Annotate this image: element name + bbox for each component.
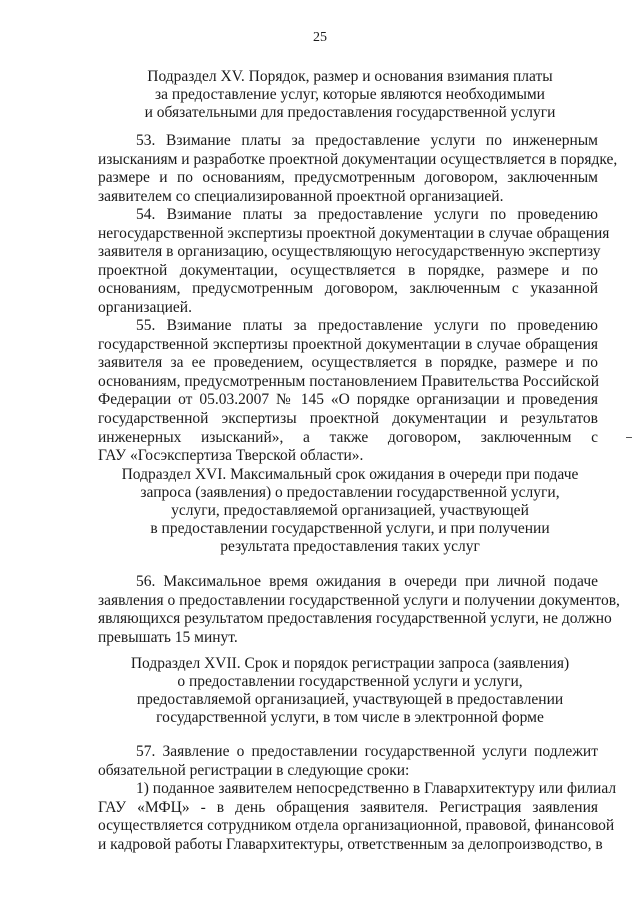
paragraph-line: заявителем со специализированной проектной организацией.	[98, 187, 504, 205]
paragraph-55	[98, 317, 598, 466]
paragraph-line: осуществляется сотрудником отдела организационной, правовой, финансовой	[98, 817, 615, 835]
margin-mark	[626, 437, 632, 438]
paragraph-line: 54. Взимание платы за предоставление услуги по проведению	[136, 206, 598, 223]
paragraph-line: 55. Взимание платы за предоставление услуги по проведению	[136, 317, 598, 334]
heading-line: запроса (заявления) о предоставлении государственной услуги,	[140, 484, 560, 501]
paragraph-line: инженерных изысканий», а также договором, заключенным с	[98, 428, 598, 446]
paragraph-line: обязательной регистрации в следующие сроки:	[98, 761, 410, 779]
section-heading-xvii	[90, 655, 610, 727]
paragraph-57-item-1	[98, 780, 617, 854]
heading-line: в предоставлении государственной услуги, и при получении	[150, 520, 550, 537]
paragraph-line: 53. Взимание платы за предоставление услуги по инженерным	[136, 132, 598, 149]
paragraph-line: и кадровой работы Главархитектуры, ответственным за делопроизводство, в	[98, 835, 603, 853]
paragraph-line: негосударственной экспертизы проектной документации в случае обращения	[98, 224, 610, 242]
heading-line: о предоставлении государственной услуги и услуги,	[177, 673, 523, 690]
heading-line: за предоставление услуг, которые являются необходимыми	[155, 86, 545, 103]
paragraph-line: 1) поданное заявителем непосредственно в Главархитектуру или филиал	[136, 780, 617, 797]
paragraph-line: основаниям, предусмотренным постановлением Правительства Российской	[98, 372, 600, 390]
page-number: 25	[313, 30, 327, 45]
section-heading-xv	[90, 68, 610, 122]
paragraph-line: государственной экспертизы проектной документации в случае обращения	[98, 335, 598, 353]
paragraph-line: 56. Максимальное время ожидания в очереди при личной подаче	[136, 573, 598, 590]
paragraph-line: заявления о предоставлении государственной услуги и получении документов,	[98, 591, 620, 609]
heading-line: Подраздел XVII. Срок и порядок регистрации запроса (заявления)	[130, 655, 570, 672]
paragraph-line: являющихся результатом предоставления государственной услуги, не должно	[98, 610, 612, 628]
paragraph-line: основаниям, предусмотренным договором, заключенным с указанной	[98, 280, 598, 298]
paragraph-line: организацией.	[98, 298, 192, 316]
paragraph-line: ГАУ «МФЦ» - в день обращения заявителя. Регистрация заявления	[98, 798, 598, 816]
paragraph-line: проектной документации, осуществляется в порядке, размере и по	[98, 261, 598, 279]
paragraph-line: изысканиям и разработке проектной документации осуществляется в порядке,	[98, 150, 618, 168]
paragraph-line: государственной экспертизы проектной документации и результатов	[98, 409, 598, 427]
heading-line: Подраздел XVI. Максимальный срок ожидания в очереди при подаче	[121, 466, 579, 483]
paragraph-57	[98, 743, 598, 780]
heading-line: и обязательными для предоставления государственной услуги	[144, 104, 556, 121]
paragraph-line: Федерации от 05.03.2007 № 145 «О порядке организации и проведения	[98, 391, 598, 409]
paragraph-line: 57. Заявление о предоставлении государственной услуги подлежит	[136, 743, 598, 760]
paragraph-54	[98, 206, 610, 318]
section-heading-xvi	[90, 466, 610, 556]
paragraph-line: заявителя в организацию, осуществляющую негосударственную экспертизу	[98, 243, 601, 261]
heading-line: услуги, предоставляемой организацией, участвующей	[171, 502, 529, 519]
heading-line: предоставляемой организацией, участвующей в предоставлении	[136, 691, 564, 708]
paragraph-line: превышать 15 минут.	[98, 628, 238, 646]
paragraph-56	[98, 573, 620, 647]
heading-line: государственной услуги, в том числе в электронной форме	[156, 709, 544, 726]
paragraph-line: заявителя за ее проведением, осуществляется в порядке, размере и по	[98, 354, 598, 372]
paragraph-line: размере и по основаниям, предусмотренным договором, заключенным	[98, 169, 598, 187]
heading-line: Подраздел XV. Порядок, размер и основания взимания платы	[147, 68, 553, 85]
paragraph-line: ГАУ «Госэкспертиза Тверской области».	[98, 447, 364, 465]
paragraph-53	[98, 132, 618, 206]
heading-line: результата предоставления таких услуг	[220, 538, 480, 555]
